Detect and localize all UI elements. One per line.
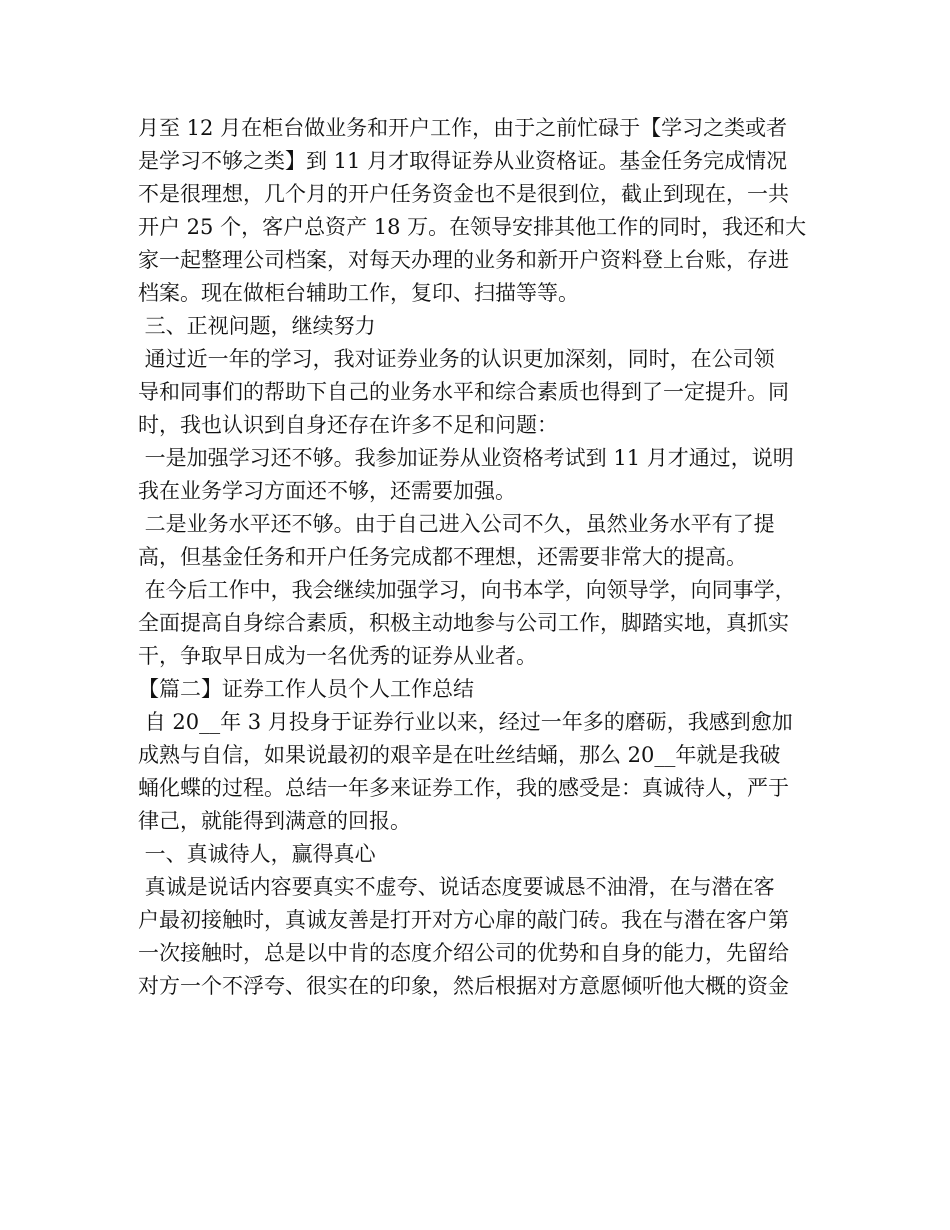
text-line: 全面提高自身综合素质，积极主动地参与公司工作，脚踏实地，真抓实	[138, 611, 789, 635]
text-line: 不是很理想，几个月的开户任务资金也不是很到位，截止到现在，一共	[138, 182, 789, 206]
text-line: 对方一个不浮夸、很实在的印象，然后根据对方意愿倾听他大概的资金	[138, 974, 789, 998]
text-line: 是学习不够之类】到 11 月才取得证券从业资格证。基金任务完成情况	[138, 149, 788, 173]
text-line: 律己，就能得到满意的回报。	[138, 809, 411, 833]
text-line: 蛹化蝶的过程。总结一年多来证券工作，我的感受是：真诚待人，严于	[138, 776, 789, 800]
text-line: 我在业务学习方面还不够，还需要加强。	[138, 479, 516, 503]
text-line: 干，争取早日成为一名优秀的证券从业者。	[138, 644, 537, 668]
text-line: 时，我也认识到自身还存在许多不足和问题：	[138, 413, 558, 437]
article-title: 【篇二】证券工作人员个人工作总结	[138, 677, 474, 701]
text-line: 高，但基金任务和开户任务完成都不理想，还需要非常大的提高。	[138, 545, 747, 569]
document-body	[138, 112, 828, 1003]
section-heading: 一、真诚待人，赢得真心	[138, 842, 376, 866]
text-line: 二是业务水平还不够。由于自己进入公司不久，虽然业务水平有了提	[138, 512, 775, 536]
text-line: 在今后工作中，我会继续加强学习，向书本学，向领导学，向同事学，	[138, 578, 796, 602]
text-line: 导和同事们的帮助下自己的业务水平和综合素质也得到了一定提升。同	[138, 380, 789, 404]
text-line: 开户 25 个，客户总资产 18 万。在领导安排其他工作的同时，我还和大	[138, 215, 807, 239]
text-line: 户最初接触时，真诚友善是打开对方心扉的敲门砖。我在与潜在客户第	[138, 908, 789, 932]
text-line: 一次接触时，总是以中肯的态度介绍公司的优势和自身的能力，先留给	[138, 941, 789, 965]
text-line: 真诚是说话内容要真实不虚夸、说话态度要诚恳不油滑，在与潜在客	[138, 875, 775, 899]
text-line: 家一起整理公司档案，对每天办理的业务和新开户资料登上台账，存进	[138, 248, 789, 272]
text-line: 成熟与自信，如果说最初的艰辛是在吐丝结蛹，那么 20__年就是我破	[138, 743, 781, 767]
text-line: 档案。现在做柜台辅助工作，复印、扫描等等。	[138, 281, 579, 305]
section-heading: 三、正视问题，继续努力	[138, 314, 376, 338]
text-line: 通过近一年的学习，我对证券业务的认识更加深刻，同时，在公司领	[138, 347, 775, 371]
text-line: 月至 12 月在柜台做业务和开户工作，由于之前忙碌于【学习之类或者	[138, 116, 788, 140]
text-line: 一是加强学习还不够。我参加证券从业资格考试到 11 月才通过，说明	[138, 446, 794, 470]
text-line: 自 20__年 3 月投身于证券行业以来，经过一年多的磨砺，我感到愈加	[138, 710, 793, 734]
